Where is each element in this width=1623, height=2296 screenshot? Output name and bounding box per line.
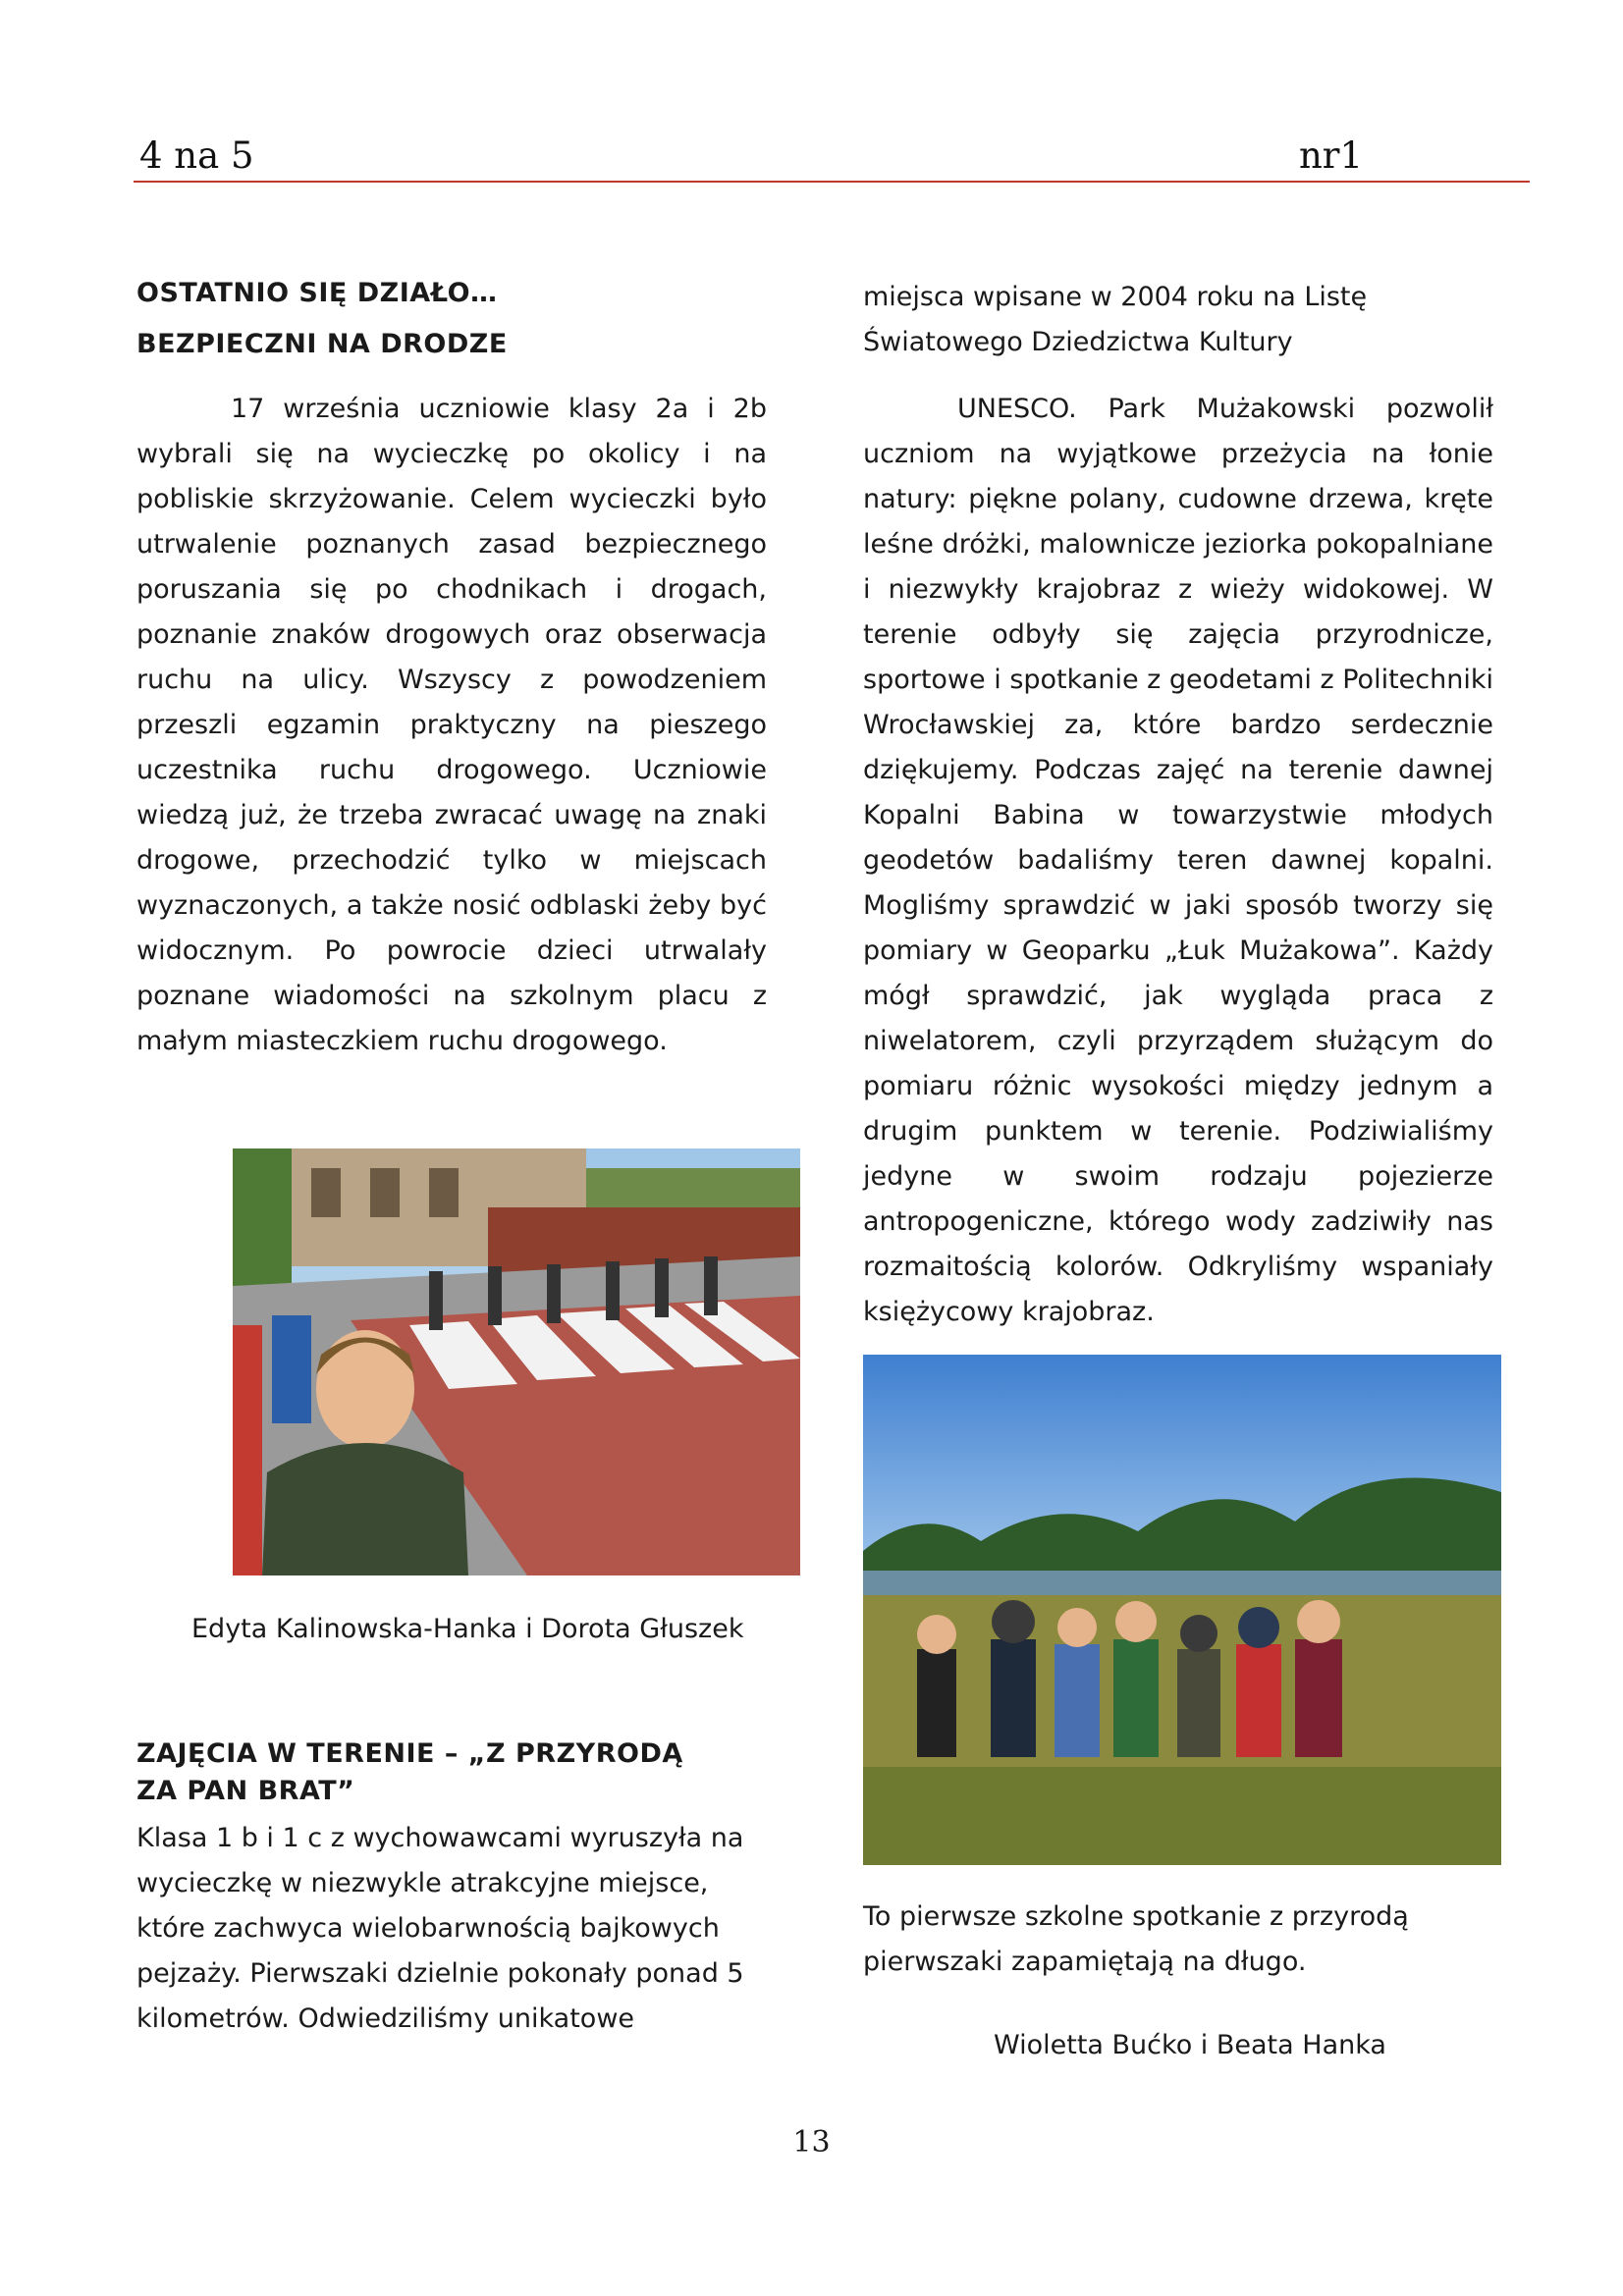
- photo-children-crossing: [233, 1148, 800, 1575]
- left-column: [136, 275, 767, 1064]
- author-caption-nature: Wioletta Bućko i Beata Hanka: [994, 2030, 1386, 2060]
- article-heading-nature-line2: ZA PAN BRAT”: [136, 1776, 355, 1806]
- author-caption-road-safety: Edyta Kalinowska-Hanka i Dorota Głuszek: [191, 1614, 744, 1644]
- photo-children-nature: [863, 1355, 1501, 1865]
- page-header: [134, 126, 1530, 183]
- magazine-title: 4 na 5: [139, 134, 254, 177]
- article-body-road-safety: 17 września uczniowie klasy 2a i 2b wybrali się na wycieczkę po okolicy i na pobliskie skrzyżowanie. Celem wycieczki było utrwalenie poznanych zasad bezpiecznego poruszania się po chodnikach i drogach, poznanie znaków drogowych oraz obserwacja ruchu na ulicy. Wszyscy z powodzeniem przeszli egzamin praktyczny na pieszego uczestnika ruchu drogowego. Uczniowie wiedzą już, że trzeba zwracać uwagę na znaki drogowe, przechodzić tylko w miejscach wyznaczonych, a także nosić odblaski żeby być widocznym. Po powrocie dzieci utrwalały poznane wiadomości na szkolnym placu z małym miasteczkiem ruchu drogowego.: [136, 394, 767, 1056]
- caption-nature: To pierwsze szkolne spotkanie z przyrodą pierwszaki zapamiętają na długo.: [863, 1901, 1409, 1977]
- article-body-nature-continuation: miejsca wpisane w 2004 roku na Listę Światowego Dziedzictwa Kultury: [863, 282, 1368, 357]
- article-body-nature-main: UNESCO. Park Mużakowski pozwolił uczniom na wyjątkowe przeżycia na łonie natury: piękne polany, cudowne drzewa, kręte leśne dróżki, malownicze jeziorka pokopalniane i niezwykły krajobraz z wieży widokowej. W terenie odbyły się zajęcia przyrodnicze, sportowe i spotkanie z geodetami z Politechniki Wrocławskiej za, które bardzo serdecznie dziękujemy. Podczas zajęć na terenie dawnej Kopalni Babina w towarzystwie młodych geodetów badaliśmy teren dawnej kopalni. Mogliśmy sprawdzić w jaki sposób tworzy się pomiary w Geoparku „Łuk Mużakowa”. Każdy mógł sprawdzić, jak wygląda praca z niwelatorem, czyli przyrządem służącym do pomiaru różnic wysokości między jednym a drugim punktem w terenie. Podziwialiśmy jedyne w swoim rodzaju pojezierze antropogeniczne, którego wody zadziwiły nas rozmaitością kolorów. Odkryliśmy wspaniały księżycowy krajobraz.: [863, 394, 1493, 1327]
- article-heading-road-safety: BEZPIECZNI NA DRODZE: [136, 329, 508, 359]
- right-column: [863, 275, 1493, 1335]
- issue-number: nr1: [1298, 134, 1363, 177]
- page-number: 13: [792, 2125, 831, 2160]
- article-body-nature-start: Klasa 1 b i 1 c z wychowawcami wyruszyła na wycieczkę w niezwykle atrakcyjne miejsce, które zachwyca wielobarwnością bajkowych pejzaży. Pierwszaki dzielnie pokonały ponad 5 kilometrów. Odwiedziliśmy unikatowe: [136, 1823, 744, 2034]
- section-heading: OSTATNIO SIĘ DZIAŁO…: [136, 278, 498, 308]
- article2-block: [136, 1735, 767, 2042]
- article-heading-nature: ZAJĘCIA W TERENIE – „Z PRZYRODĄ: [136, 1738, 683, 1769]
